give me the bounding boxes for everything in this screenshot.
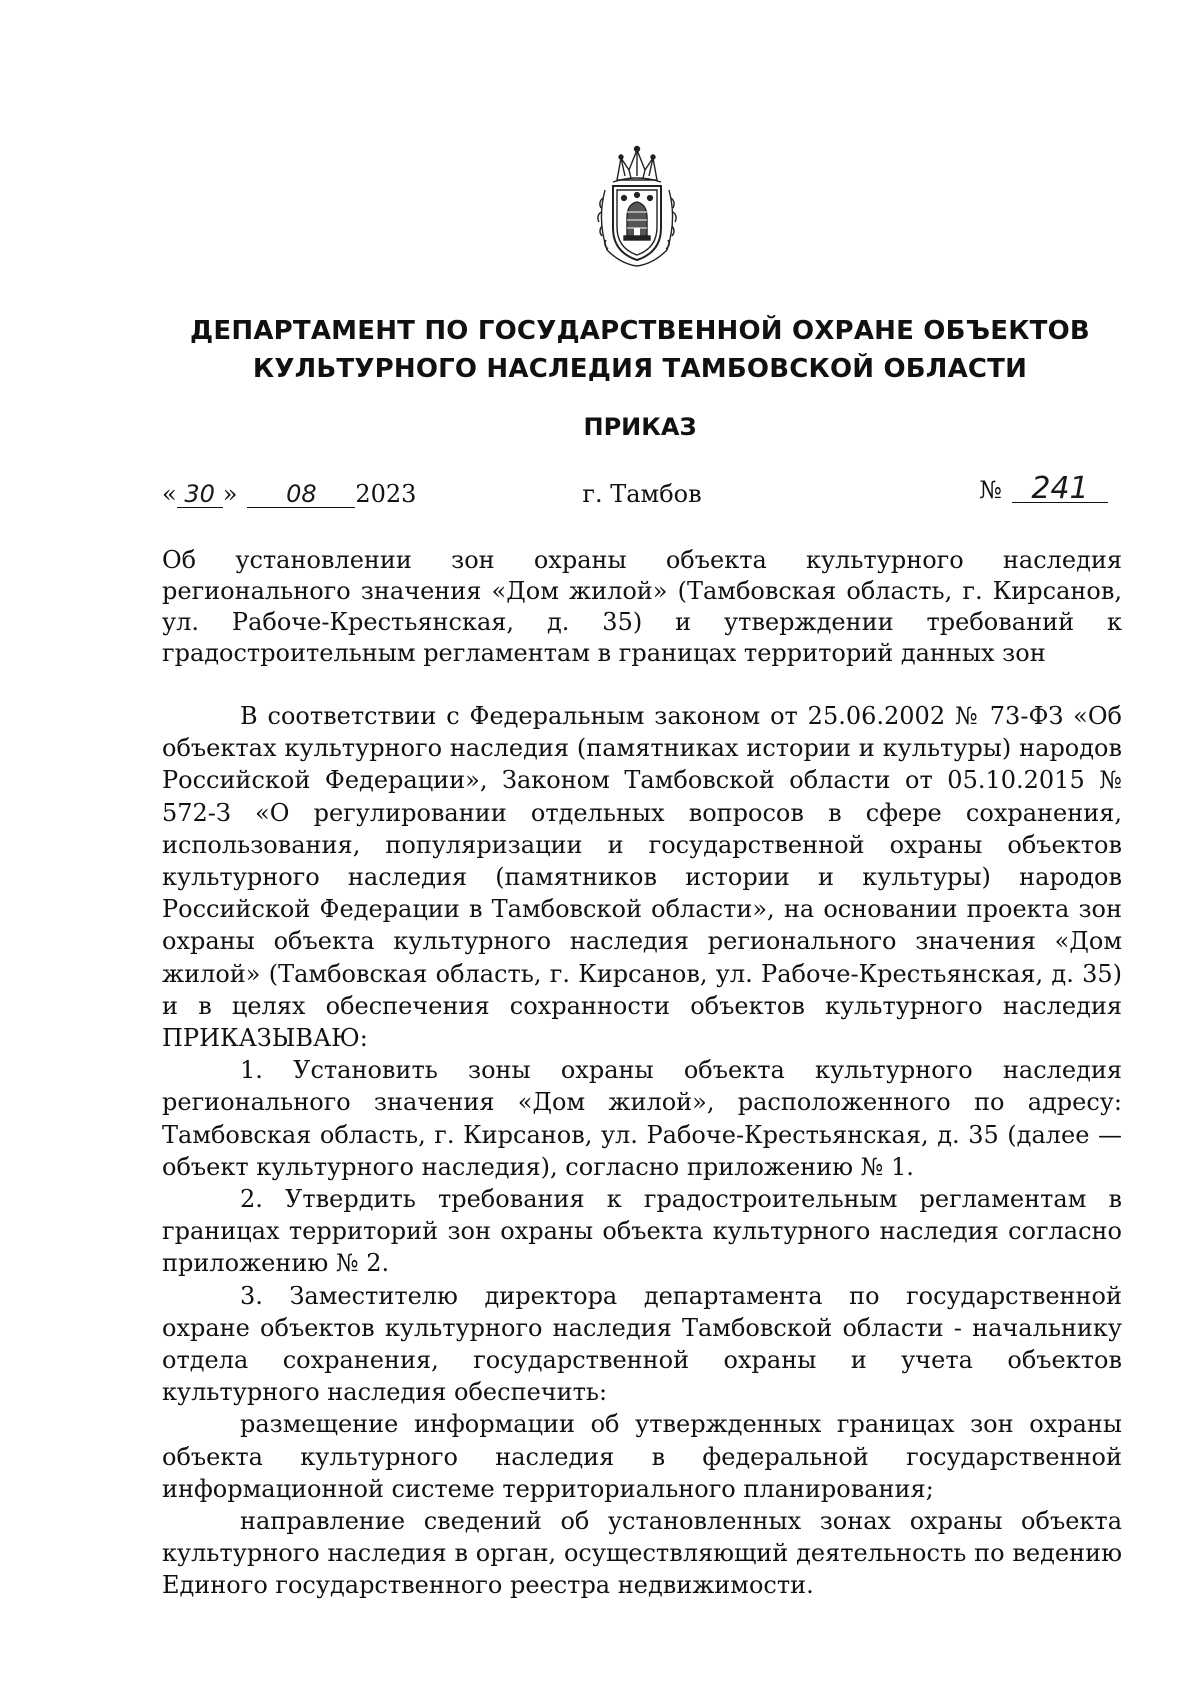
document-type: ПРИКАЗ xyxy=(583,413,697,441)
paragraph-preamble: В соответствии с Федеральным законом от 25.06.2002 № 73-ФЗ «Об объектах культурного наследия (памятниках истории и культуры) народов Российской Федерации», Законом Тамбовской области от 05.10.2015 № 572-З «О регулировании отдельных вопросов в сфере сохранения, использования, популяризации и государственной охраны объектов культурного наследия (памятников истории и культуры) народов Российской Федерации в Тамбовской области», на основании проекта зон охраны объекта культурного наследия регионального значения «Дом жилой» (Тамбовская область, г. Кирсанов, ул. Рабоче-Крестьянская, д. 35) и в целях обеспечения сохранности объектов культурного наследия ПРИКАЗЫВАЮ: xyxy=(162,702,1122,1053)
paragraph-item-1: 1. Установить зоны охраны объекта культурного наследия регионального значения «Дом жилой», расположенного по адресу: Тамбовская область, г. Кирсанов, ул. Рабоче-Крестьянская, д. 35 (далее — объект культурного наследия), согласно приложению № 1. xyxy=(162,1056,1122,1181)
date-day-handwritten: 30 xyxy=(177,481,223,508)
document-number xyxy=(979,471,1108,506)
department-title-line-1: ДЕПАРТАМЕНТ ПО ГОСУДАРСТВЕННОЙ ОХРАНЕ ОБЪЕКТОВ xyxy=(190,316,1090,346)
date-quote-open: « xyxy=(162,480,177,508)
date-quote-close: » xyxy=(222,480,238,508)
department-title xyxy=(160,312,1120,388)
number-label: № xyxy=(979,476,1002,504)
date-year: 2023 xyxy=(355,480,417,508)
number-handwritten: 241 xyxy=(1012,476,1108,503)
date-line xyxy=(162,471,1122,520)
paragraph-item-3-sub-2: направление сведений об установленных зонах охраны объекта культурного наследия в орган, осуществляющий деятельность по ведению Единого государственного реестра недвижимости. xyxy=(162,1507,1122,1600)
paragraph-item-2: 2. Утвердить требования к градостроительным регламентам в границах территорий зон охраны объекта культурного наследия согласно приложению № 2. xyxy=(162,1185,1122,1278)
coat-of-arms-emblem xyxy=(591,140,683,270)
paragraph-item-3: 3. Заместителю директора департамента по государственной охране объектов культурного наследия Тамбовской области - начальнику отдела сохранения, государственной охраны и учета объектов культурного наследия обеспечить: xyxy=(162,1281,1122,1407)
paragraph-item-3-sub-1: размещение информации об утвержденных границах зон охраны объекта культурного наследия в федеральной государственной информационной системе территориального планирования; xyxy=(162,1410,1122,1503)
document-subject: Об установлении зон охраны объекта культурного наследия регионального значения «Дом жилой» (Тамбовская область, г. Кирсанов, ул. Рабоче-Крестьянская, д. 35) и утверждении требований к градостроительным регламентам в границах территорий данных зон xyxy=(162,546,1122,667)
document-city: г. Тамбов xyxy=(582,480,702,508)
document-body xyxy=(162,700,1122,1602)
department-title-line-2: КУЛЬТУРНОГО НАСЛЕДИЯ ТАМБОВСКОЙ ОБЛАСТИ xyxy=(252,354,1028,384)
date-month-handwritten: 08 xyxy=(247,481,355,508)
